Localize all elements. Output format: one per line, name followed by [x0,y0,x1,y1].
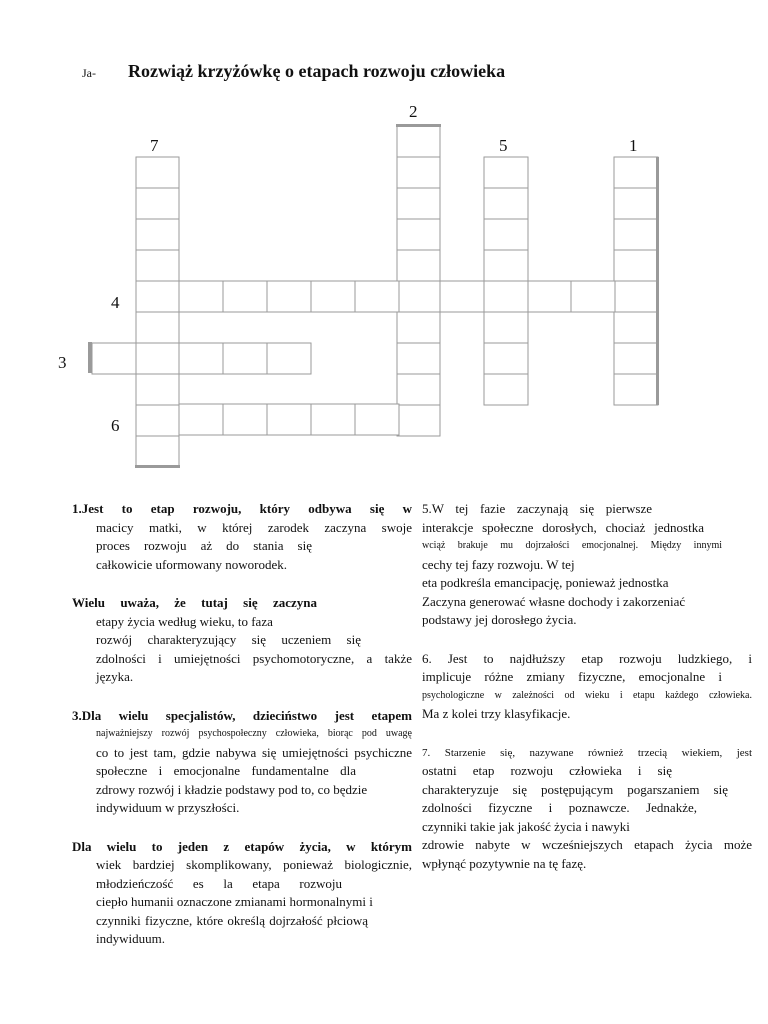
clue-6 [422,650,752,724]
clue-2-line: języka. [96,669,134,684]
clue-number-1: 1 [629,136,638,155]
clue-5-line: interakcje społeczne dorosłych, chociaż jednostka [422,519,704,535]
clue-5-line: eta podkreśla emancipację, ponieważ jednostka [422,575,669,590]
crossword-cell[interactable] [136,312,179,343]
clue-6-line: psychologiczne w zależności od wieku i etapu każdego człowieka. [422,689,752,701]
crossword-cell[interactable] [614,219,658,250]
crossword-cell[interactable] [614,281,658,312]
crossword-cell[interactable] [528,281,572,312]
clue-number-3: 3 [58,353,67,372]
clue-2-line: zdolności i umiejętności psychomotoryczne, a także [96,650,412,666]
crossword-cell[interactable] [614,374,658,405]
crossword-cell[interactable] [136,157,179,188]
crossword-cell[interactable] [136,219,179,250]
clue-1-line: proces rozwoju aż do stania się [96,538,312,553]
crossword-cell[interactable] [397,250,440,281]
clue-5-line: wciąż brakuje mu dojrzałości emocjonalnej. Między innymi [422,540,722,551]
crossword-cell[interactable] [484,219,528,250]
clue-3-line: 3.Dla wielu specjalistów, dzieciństwo jest etapem [72,707,412,723]
crossword-cell[interactable] [397,312,440,343]
clue-1 [72,500,412,574]
crossword-cell[interactable] [614,157,658,188]
crossword-cell[interactable] [136,405,179,436]
crossword-cell[interactable] [397,126,440,157]
crossword-cell[interactable] [136,374,179,405]
crossword-cell[interactable] [614,312,658,343]
crossword-cell[interactable] [484,281,528,312]
clue-2 [72,594,412,687]
clue-3-line: społeczne i emocjonalne fundamentalne dla [96,763,356,778]
crossword-cell[interactable] [397,405,440,436]
clue-4-line: czynniki fizyczne, które określą dojrzałość płciową [96,912,368,928]
crossword-cell[interactable] [397,343,440,374]
clue-3-line: zdrowy rozwój i kładzie podstawy pod to, co będzie [96,781,368,797]
clue-7-line: czynniki takie jak jakość życia i nawyki [422,818,630,834]
clue-5-line: Zaczyna generować własne dochody i zakorzeniać [422,593,686,609]
clue-7 [422,744,752,874]
crossword-grid [0,0,768,480]
crossword-cell[interactable] [484,250,528,281]
crossword-cell[interactable] [397,188,440,219]
clue-5 [422,500,752,630]
clue-2-line: rozwój charakteryzujący się uczeniem się [96,632,361,647]
clue-5-line: podstawy jej dorosłego życia. [422,612,577,627]
clue-number-7: 7 [150,136,159,155]
clue-3-line: najważniejszy rozwój psychospołeczny człowieka, biorąc pod uwagę [96,728,412,739]
header-label: Ja- [82,66,96,80]
cell-edge [396,124,441,127]
crossword-cell[interactable] [223,343,267,374]
clue-6-line: Ma z kolei trzy klasyfikacje. [422,706,571,721]
clue-3 [72,707,412,818]
crossword-cell[interactable] [397,374,440,405]
cell-edge [88,342,92,373]
clue-4-line: ciepło humanii oznaczone zmianami hormonalnymi i [96,894,373,909]
crossword-cell[interactable] [571,281,615,312]
clue-4-line: młodzieńczość es la etapa rozwoju [96,875,342,891]
crossword-cell[interactable] [267,404,311,435]
crossword-cell[interactable] [92,343,136,374]
clue-4-line: indywiduum. [96,931,165,946]
crossword-cell[interactable] [267,281,311,312]
crossword-cell[interactable] [223,404,267,435]
crossword-cell[interactable] [397,157,440,188]
page-title: Rozwiąż krzyżówkę o etapach rozwoju człowieka [128,61,506,81]
clue-3-line: co to jest tam, gdzie nabywa się umiejętności psychiczne [96,744,412,760]
clue-1-line: macicy matki, w której zarodek zaczyna swoje [96,519,412,535]
clues-right-column [422,500,752,893]
clue-7-line: charakteryzuje się postępującym pogarszaniem się [422,781,728,797]
clues-left-column [72,500,412,969]
crossword-cell[interactable] [136,281,179,312]
crossword-cell[interactable] [136,436,179,467]
crossword-cell[interactable] [179,343,223,374]
crossword-cell[interactable] [311,404,355,435]
crossword-cell[interactable] [484,343,528,374]
cell-edge [656,157,659,405]
clue-2-line: etapy życia według wieku, to faza [96,613,273,629]
crossword-cell[interactable] [223,281,267,312]
crossword-cell[interactable] [614,188,658,219]
crossword-cell[interactable] [614,250,658,281]
clue-2-line: Wielu uważa, że tutaj się zaczyna [72,595,317,610]
crossword-cell[interactable] [136,343,179,374]
clue-4-line: wiek bardziej skomplikowany, ponieważ biologicznie, [96,857,412,872]
clue-5-line: 5.W tej fazie zaczynają się pierwsze [422,501,652,516]
crossword-cell[interactable] [355,404,399,435]
clue-number-4: 4 [111,293,120,312]
clue-1-line: całkowicie uformowany noworodek. [96,556,287,572]
crossword-cell[interactable] [179,404,223,435]
crossword-cell[interactable] [136,250,179,281]
crossword-cell[interactable] [397,281,440,312]
crossword-cell[interactable] [484,188,528,219]
crossword-cell[interactable] [179,281,223,312]
clue-7-line: ostatni etap rozwoju człowieka i się [422,763,672,778]
crossword-cell[interactable] [484,374,528,405]
crossword-cell[interactable] [440,281,484,312]
clue-4 [72,838,412,949]
crossword-cell[interactable] [267,343,311,374]
crossword-cell[interactable] [484,157,528,188]
clue-7-line: zdolności fizyczne i poznawcze. Jednakże, [422,800,697,815]
clue-4-line: Dla wielu to jeden z etapów życia, w którym [72,838,412,854]
crossword-cell[interactable] [484,312,528,343]
clue-number-6: 6 [111,416,120,435]
clue-6-line: implicuje różne zmiany fizyczne, emocjonalne i [422,669,722,684]
crossword-cell[interactable] [311,281,355,312]
crossword-cell[interactable] [397,219,440,250]
clue-number-2: 2 [409,102,418,121]
clue-6-line: 6. Jest to najdłuższy etap rozwoju ludzkiego, i [422,650,752,666]
clue-5-line: cechy tej fazy rozwoju. W tej [422,556,575,572]
clue-1-line: 1.Jest to etap rozwoju, który odbywa się w [72,501,412,516]
clue-3-line: indywiduum w przyszłości. [96,800,240,815]
crossword-cell[interactable] [355,281,399,312]
clue-number-5: 5 [499,136,508,155]
clue-7-line: wpłynąć pozytywnie na tę fazę. [422,855,587,871]
crossword-cell[interactable] [136,188,179,219]
cell-edge [135,465,180,468]
crossword-cell[interactable] [614,343,658,374]
clue-7-line: zdrowie nabyte w wcześniejszych etapach życia może [422,837,752,852]
clue-7-line: 7. Starzenie się, nazywane również trzecią wiekiem, jest [422,746,752,759]
